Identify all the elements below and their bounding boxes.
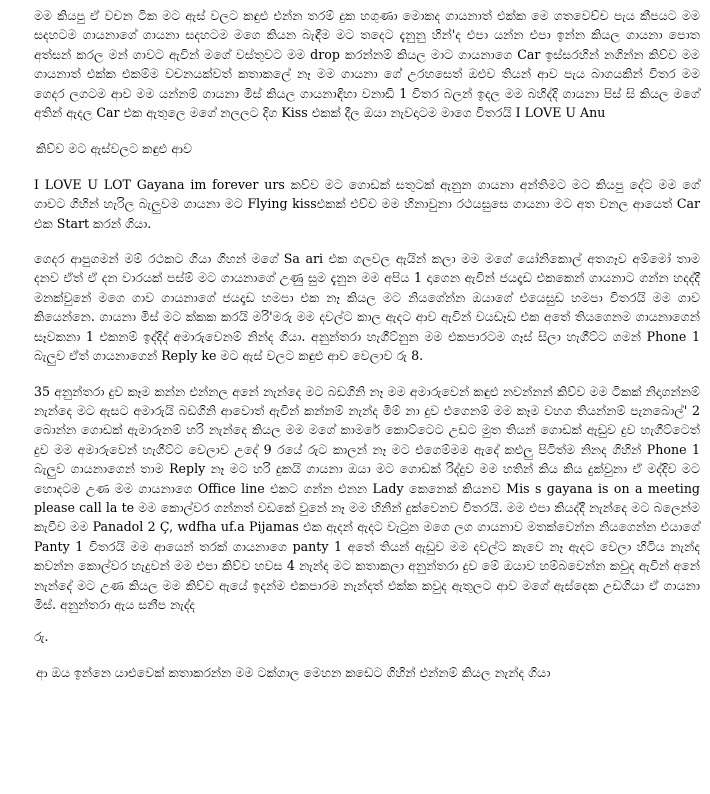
- paragraph-1: මම කියපු ඒ වචන ටික මට ඇස් වලට කඳුළු එන්න තරම් දුක හගුණා මොකද ගායනාත් එක්ක මෙ ගතවෙච්ච පැය කීපයට මම සදහටම ගායනාගේ ගායනා සදහටම මගෙ කියන බැඳීම මට තදෙට දැනුනු හින්'ද එපා යන්න එපා ඉන්න කියල ගායනා පොත අත්සන් කරල මන් ගාවට ඇවින් මගේ වස්තුවට මම drop කරන්නම් කියල මාට ගායනාගෙ Car ඉස්සරහින් නගින්න කිව්ව මම ගායනාත් එක්ක එකම්ම වචනයක්වත් කතාකලේ නෑ මම ගායනා ගේ උරහසෙත් ඔළුව තියන් ආව පැය බාගයකින් විතර මම ගෙදර ලගටම ආව මම යන්නම් ගායනා මිස් කියල ගායනාඳිහා වනාඩි 1 විතර බලන් ඉදල මම බහිද්දි ගායනා පිස් සි කියල මගේ අතින් ඇදල Car එක ඇතුලෙ මගේ නලලට දිග Kiss එකක් දීල ඔයා නැවදාටම මාගෙ විතරයි I LOVE U Anu: [34, 8, 700, 121]
- paragraph-6: රු.: [34, 629, 49, 645]
- paragraph-7: ආ ඔය ඉන්නෙ යාඑවෙක් කතාකරන්න මම ටක්ගාල මෙහන කඩෙට ගිහින් එන්නම් කියල නැන්ද ගියා: [36, 664, 551, 680]
- paragraph-3: I LOVE U LOT Gayana im forever urs කව්ව මට ගොඩක් සතුටක් ඇනුන ගායනා අන්තිමට මට කියපු දේට මම ගේ ගාවට ගිහින් හැරිල බැලුවම ගායනා මට Flying kissඑකක් එව්ව මම හිනාවුනා රථයසුසෙ ගායනා මට අත වනල ආයෙත් Car එක Start කරන් ගියා.: [34, 176, 700, 231]
- paragraph-5: 35 අනුන්තරා දුව කෑම කන්න එන්නල අනේ නැන්දෙ මට බඩගිනි නෑ මම අමාරුවෙන් කඳුළු නවන්නන් කිව්ව මම ටිකක් නිදාගන්නම් නැන්දෙ මට ඇසට අමාරුයි බඩගිනි ආවොත් ඇවින් කන්නම් නැන්ද මිම් නා දුව එගෙනම් මම කෑම වහග තියන්නම් පැනබොල්' 2 බොන්න ගොඩක් ඇමාරුනම් හරි නැන්දෙ කියල මම මගේ කාමරේ කොට්ටෙට උඩට මුත තියන් ගොඩක් ඇඩුව දුව හැගීට්ටෙත් දුව මම අමාරුවෙන් හැගීට්ට වෙලාව උදේ 9 රයේ රුට කාලන් නෑ මට එගෙම්මම ඇදේ කළුලු පිටිත්ම නිනද ගිහින් Phone 1 බැලුව ගායනාගෙන් තාම Reply නෑ මට හරි දුකයි ගායනා ඔයා මට ගොඩක් රිද්දුව මම හතින් කිය කිය දුක්වුනා ඒ මද්දිව මට හොදටම උණ මම ගායනාගෙ Office line එකට ගන්න එනන Lady කෙනෙක් කියනව Mis s gayana is on a meeting please call la te මම කොල්වර ගන්නත් වඩකේ වුනේ නෑ මම හිනින් දුක්වෙනව විතරයි. මම එපා කියද්දී නැන්දෙ මට බලෙන්ම කැවීව මම Panadol 2 Ç, wdfha uf.a Pijamas එක ඇදන් ඇදට වැටුන මගෙ ලග ගායනාව මතක්වෙන්න නියගෙන්න එයාගේ Panty 1 විතරයි මම ආයෙන් තරක් ගායනාගෙ panty 1 අතේ තියන් ඇඩුව මම දවල්ට කැවෙ නෑ ඇදට වෙලා හිටිය නැන්ද කවන්න කොල්වර හැදුවන් මම එපා කිව්ව හවස 4 නැන්ද මට කතාකලා අනුන්තරා දුව මේ ඔයාව හම්බවෙන්න කවුද ඇවින් අනේ නැන්දේ මට උණ කියල මම කිව්ව ඇයේ ඉදන්ම එකපාරම නැන්දත් එක්ක කවුද ඇතුලට ආව මගේ ඇස්දෙක උඩගියා ඒ ගායනා මිස්. අනුන්තරා ඇය සනීප නැද්ද: [34, 383, 700, 612]
- paragraph-2: කිව්ව මට ඇස්වලට කඳුළු ආව: [36, 141, 193, 157]
- paragraph-4: ගෙදර ආපුගමන් මම් රථකට ගියා ගිහන් මගේ Sa ari එක ගලවල ඇයින් කලා මම මගේ යෝනිකොල් අතගෑව අම්මෝ තාම දනව ඒත් ඒ දන වාරයක් පස්ම් මට ගායනාගේ උණු සුම දැනුන මම අපිය 1 දාගෙන ඇවින් ජයදෑඩ එකකෙන් ගායනාට ගන්න හදද්දී මනක්වුනේ මගෙ ගාව ගායනාගේ ජයදෑඩ හමපා එක නෑ කියල මට නියගේන්න ඔයාගේ එයෙසුඩ හමපා විතරයි මම ගාව කියෙන්නෙ. ගායනා මිස් මට ක්කක කරයි මරි'මරු මම දවල්ට කාල ඇදට ආව ඇවින් වයඩෑඩ එක අතේ තියගෙනම ගායනාගෙන් සෑවකනා 1 එකනම් ඉද්දිද් අමාරුවෙනම් නින්ද ගියා. අනුන්තරා හැගීට්නුන මම එකපාරටම ගෑස් සිලා හැගීට්ට ගමන් Phone 1 බැලුව ඒත් ගායනාගෙන් Reply ke මට ඇස් වලට කඳුළු ආව වෙලාව රු 8.: [34, 251, 700, 364]
